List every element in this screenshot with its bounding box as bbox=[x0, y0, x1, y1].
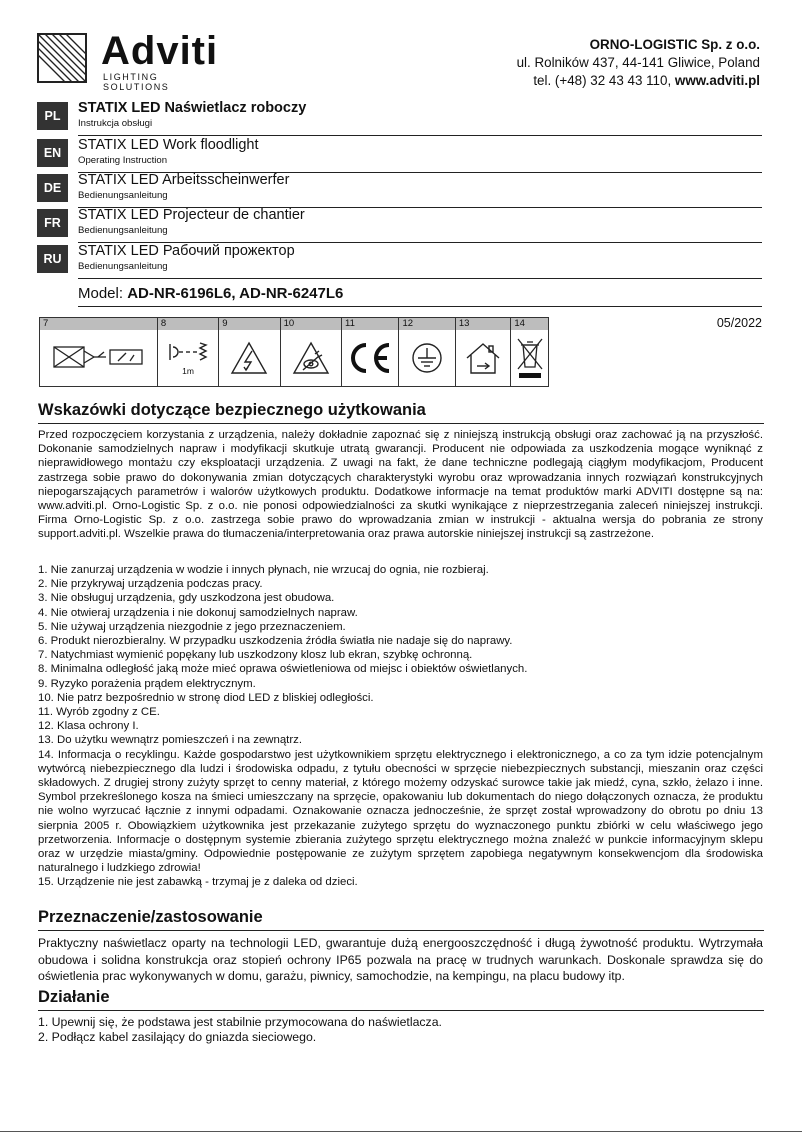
language-subtitle: Bedienungsanleitung bbox=[78, 225, 168, 236]
symbol-number: 7 bbox=[40, 318, 157, 330]
protection-class-icon bbox=[409, 340, 445, 376]
list-item: 2. Podłącz kabel zasilający do gniazda sieciowego. bbox=[38, 1030, 317, 1045]
divider bbox=[78, 306, 762, 307]
brand-name: Adviti bbox=[101, 29, 219, 73]
company-address: ul. Rolników 437, 44-141 Gliwice, Poland bbox=[516, 55, 760, 70]
purpose-text: Praktyczny naświetlacz oparty na technologii LED, gwarantuje dużą energooszczędność i długą żywotność produktu. Wytrzymała obudowa i solidna konstrukcja oraz stopień ochrony IP65 pozwala na pracę w trudnych warunkach. Doskonale sprawdza się do oświetlenia prac wykonywanych w domu, garażu, piwnicy, samochodzie, na kempingu, na placu budowy itp. bbox=[38, 936, 763, 983]
symbol-cell-8 bbox=[158, 318, 219, 386]
divider bbox=[78, 278, 762, 279]
language-title: STATIX LED Projecteur de chantier bbox=[78, 207, 305, 223]
list-item: 3. Nie obsługuj urządzenia, gdy uszkodzona jest obudowa. bbox=[38, 592, 335, 605]
language-subtitle: Instrukcja obsługi bbox=[78, 118, 153, 129]
language-subtitle: Operating Instruction bbox=[78, 155, 168, 166]
list-item: 14. Informacja o recyklingu. Każde gospodarstwo jest użytkownikiem sprzętu elektrycznego i elektronicznego, a co za tym idzie potencjalnym wytwórcą niebezpiecznego dla ludzi i środowiska odpadu, z tytułu obecności w sprzęcie niebezpiecznych substancji, mieszanin oraz części składowych. Z drugiej strony zużyty sprzęt to cenny materiał, z którego możemy odzyskać surowce takie jak miedź, cyna, szkło, żelazo i inne. Symbol przekreślonego kosza na śmieci umieszczany na sprzęcie, opakowaniu lub dokumentach do niego dołączonych oznacza, że produktu nie wolno wyrzucać łącznie z innymi odpadami. Oznakowanie oznacza jednocześnie, że sprzęt został wprowadzony do obrotu po dniu 13 sierpnia 2005 r. Obowiązkiem użytkownika jest przekazanie zużytego sprzętu do wyznaczonego punktu zbiórki w celu właściwego jego przetworzenia. Informacje o dostępnym systemie zbierania zużytego sprzętu elektrycznego można znaleźć w punkcie informacyjnym sklepu oraz w urzędzie miasta/gminy. Odpowiednie postępowanie ze zużytym sprzętem zapobiega negatywnym konsekwencjom dla środowiska naturalnego i ludzkiego zdrowia! bbox=[38, 748, 763, 875]
language-row-ru bbox=[37, 245, 762, 278]
company-phone: tel. (+48) 32 43 43 110, bbox=[533, 73, 672, 88]
language-row-en bbox=[37, 139, 762, 172]
symbol-cell-13 bbox=[456, 318, 511, 386]
weee-bin-icon bbox=[515, 335, 545, 381]
model-line bbox=[78, 285, 343, 302]
symbol-cell-9 bbox=[219, 318, 280, 386]
model-value: AD-NR-6196L6, AD-NR-6247L6 bbox=[127, 285, 344, 302]
electric-shock-warning-icon bbox=[229, 340, 269, 376]
language-code: PL bbox=[37, 102, 68, 130]
language-title: STATIX LED Рабочий прожектор bbox=[78, 243, 295, 259]
symbol-number: 8 bbox=[158, 318, 218, 330]
language-code: EN bbox=[37, 139, 68, 167]
list-item: 8. Minimalna odległość jaką może mieć oprawa oświetleniowa od miejsc i obiektów oświetlanych. bbox=[38, 663, 528, 676]
symbol-cell-12 bbox=[399, 318, 455, 386]
list-item: 7. Natychmiast wymienić popękany lub uszkodzony klosz lub ekran, szybkę ochronną. bbox=[38, 649, 473, 662]
model-label: Model: bbox=[78, 285, 124, 302]
list-item: 13. Do użytku wewnątrz pomieszczeń i na zewnątrz. bbox=[38, 734, 302, 747]
do-not-look-at-light-icon bbox=[291, 340, 331, 376]
indoor-outdoor-icon bbox=[463, 340, 503, 376]
page-bottom-border bbox=[0, 1131, 802, 1132]
company-website[interactable]: www.adviti.pl bbox=[674, 73, 760, 88]
brand-logo bbox=[37, 29, 219, 92]
symbol-number: 11 bbox=[342, 318, 398, 330]
language-title: STATIX LED Naświetlacz roboczy bbox=[78, 100, 307, 116]
symbol-cell-7 bbox=[40, 318, 158, 386]
symbol-cell-14 bbox=[511, 318, 548, 386]
company-name: ORNO-LOGISTIC Sp. z o.o. bbox=[589, 37, 760, 52]
symbol-number: 9 bbox=[219, 318, 279, 330]
cable-length-caption: 1m bbox=[182, 366, 194, 376]
symbol-number: 13 bbox=[456, 318, 510, 330]
list-item: 9. Ryzyko porażenia prądem elektrycznym. bbox=[38, 677, 256, 690]
symbol-number: 14 bbox=[511, 318, 548, 330]
list-item: 11. Wyrób zgodny z CE. bbox=[38, 706, 160, 719]
company-contact bbox=[517, 72, 760, 90]
section-heading-safety: Wskazówki dotyczące bezpiecznego użytkowania bbox=[38, 401, 426, 419]
section-heading-purpose: Przeznaczenie/zastosowanie bbox=[38, 908, 263, 926]
language-title: STATIX LED Work floodlight bbox=[78, 137, 259, 153]
divider bbox=[38, 423, 764, 424]
language-title: STATIX LED Arbeitsscheinwerfer bbox=[78, 172, 290, 188]
list-item: 2. Nie przykrywaj urządzenia podczas pracy. bbox=[38, 578, 263, 591]
language-row-pl bbox=[37, 102, 762, 135]
list-item: 5. Nie używaj urządzenia niezgodnie z jego przeznaczeniem. bbox=[38, 620, 346, 633]
document-date: 05/2022 bbox=[716, 316, 762, 330]
language-code: FR bbox=[37, 209, 68, 237]
language-subtitle: Bedienungsanleitung bbox=[78, 190, 168, 201]
logo-mark-icon bbox=[37, 33, 87, 83]
symbol-cell-11 bbox=[342, 318, 399, 386]
safety-intro: Przed rozpoczęciem korzystania z urządzenia, należy dokładnie zapoznać się z niniejszą instrukcją obsługi oraz zachować ją na przyszłość. Dokonanie samodzielnych napraw i modyfikacji skutkuje utratą gwarancji. Producent nie odpowiada za uszkodzenia mogące wyniknąć z nieprawidłowego montażu czy eksploatacji urządzenia. Z uwagi na fakt, że dane techniczne podlegają ciągłym modyfikacjom, Producent zastrzega sobie prawo do dokonywania zmian dotyczących charakterystyki wyrobu oraz wprowadzania innych rozwiązań konstrukcyjnych niepogarszających parametrów i walorów użytkowych produktu. Dodatkowe informacje na temat produktów marki ADVITI dostępne są na: www.adviti.pl. Orno-Logistic Sp. z o.o. nie ponosi odpowiedzialności za skutki wynikające z nieprzestrzegania zaleceń niniejszej instrukcji. Firma Orno-Logistic Sp. z o.o. zastrzega sobie prawo do wprowadzania zmian w instrukcji - aktualna wersja do pobrania ze strony support.adviti.pl. Wszelkie prawa do tłumaczenia/interpretowania oraz prawa autorskie niniejszej instrukcji są zastrzeżone. bbox=[38, 429, 763, 541]
symbol-number: 10 bbox=[281, 318, 341, 330]
section-heading-operation: Działanie bbox=[38, 988, 110, 1006]
operation-list bbox=[38, 1015, 763, 1046]
list-item: 6. Produkt nierozbieralny. W przypadku uszkodzenia źródła światła nie nadaje się do naprawy. bbox=[38, 635, 513, 648]
language-row-fr bbox=[37, 209, 762, 242]
language-subtitle: Bedienungsanleitung bbox=[78, 261, 168, 272]
ce-mark-icon bbox=[346, 341, 394, 375]
language-code: DE bbox=[37, 174, 68, 202]
list-item: 1. Upewnij się, że podstawa jest stabilnie przymocowana do naświetlacza. bbox=[38, 1015, 442, 1029]
cable-length-icon bbox=[164, 340, 212, 364]
company-info bbox=[517, 36, 760, 90]
symbol-number: 12 bbox=[399, 318, 454, 330]
list-item: 1. Nie zanurzaj urządzenia w wodzie i innych płynach, nie wrzucaj do ognia, nie rozbieraj. bbox=[38, 564, 489, 576]
symbol-cell-10 bbox=[281, 318, 342, 386]
language-row-de bbox=[37, 174, 762, 207]
list-item: 15. Urządzenie nie jest zabawką - trzymaj je z daleka od dzieci. bbox=[38, 876, 358, 889]
symbols-table bbox=[39, 317, 549, 387]
divider bbox=[38, 930, 764, 931]
distance-to-lit-object-icon bbox=[48, 341, 148, 375]
divider bbox=[78, 135, 762, 136]
list-item: 4. Nie otwieraj urządzenia i nie dokonuj samodzielnych napraw. bbox=[38, 606, 358, 619]
safety-list bbox=[38, 563, 763, 890]
list-item: 12. Klasa ochrony I. bbox=[38, 720, 139, 733]
brand-tagline: LIGHTING SOLUTIONS bbox=[103, 72, 170, 92]
language-code: RU bbox=[37, 245, 68, 273]
list-item: 10. Nie patrz bezpośrednio w stronę diod LED z bliskiej odległości. bbox=[38, 691, 374, 704]
divider bbox=[38, 1010, 764, 1011]
